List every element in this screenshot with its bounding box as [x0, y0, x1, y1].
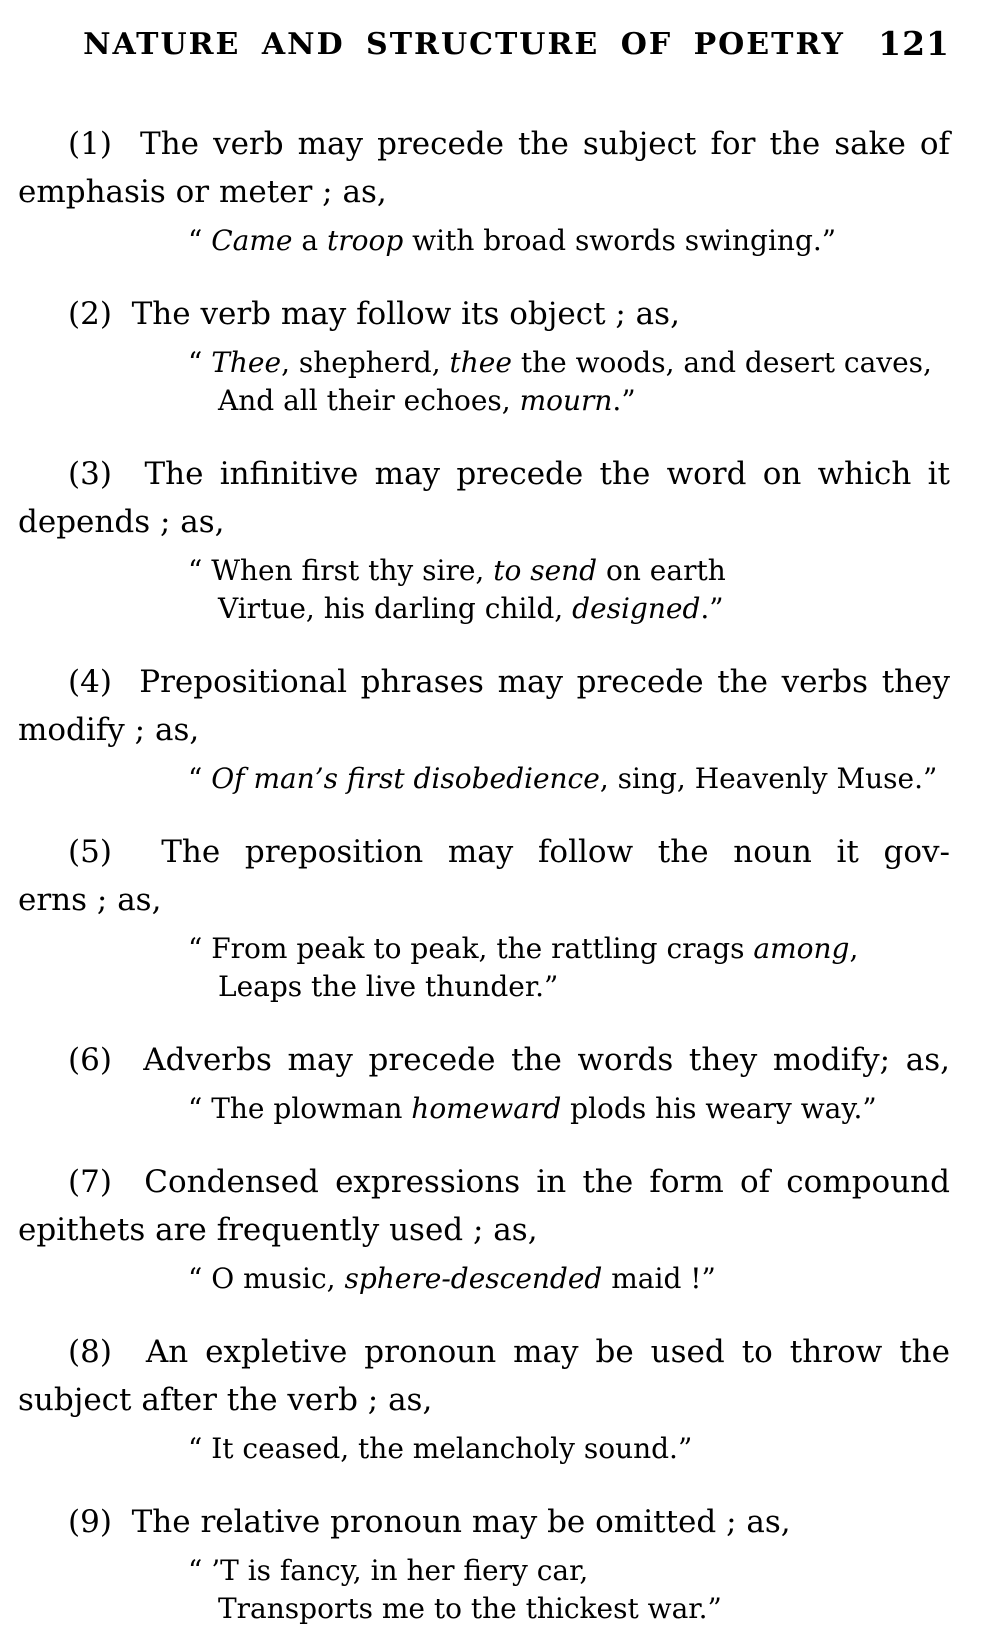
paragraph-line: (2) The verb may follow its object ; as,	[68, 296, 680, 332]
list-item	[18, 290, 950, 420]
quote-line	[18, 1430, 950, 1468]
quote-text: “ The plowman	[188, 1092, 412, 1125]
quote-text: “ It ceased, the melancholy sound.”	[188, 1432, 693, 1465]
quote-line	[18, 760, 950, 798]
list-item	[18, 828, 950, 1006]
list-item	[18, 1498, 950, 1628]
quote-line	[18, 968, 950, 1006]
quote-line	[18, 1090, 950, 1128]
quotation	[18, 930, 950, 1006]
quote-text: And all their echoes,	[218, 384, 520, 417]
list-item	[18, 1328, 950, 1468]
quote-italic-text: troop	[326, 224, 404, 257]
quote-text: .”	[700, 592, 724, 625]
quotation	[18, 344, 950, 420]
quote-italic-text: to send	[493, 554, 598, 587]
quote-italic-text: Of man’s first disobedience	[211, 762, 600, 795]
quote-text: a	[292, 224, 327, 257]
quote-line	[18, 552, 950, 590]
quotation	[18, 1430, 950, 1468]
paragraph-line: (7) Condensed expressions in the form of compound	[68, 1164, 950, 1200]
quote-italic-text: Thee	[211, 346, 282, 379]
paragraph-line: emphasis or meter ; as,	[18, 174, 387, 210]
quote-italic-text: thee	[449, 346, 512, 379]
quote-text: with broad swords swinging.”	[403, 224, 837, 257]
quote-text: Transports me to the thickest war.”	[218, 1592, 722, 1625]
page-title: NATURE AND STRUCTURE OF POETRY	[83, 27, 845, 62]
quote-italic-text: among	[753, 932, 850, 965]
quote-text: “	[188, 224, 212, 257]
paragraph-line: epithets are frequently used ; as,	[18, 1212, 538, 1248]
paragraph-line: (1) The verb may precede the subject for the sake of	[68, 126, 950, 162]
paragraph-line: (9) The relative pronoun may be omitted ; as,	[68, 1504, 791, 1540]
quote-text: maid !”	[602, 1262, 716, 1295]
quote-text: “ From peak to peak, the rattling crags	[188, 932, 754, 965]
quote-text: , shepherd,	[281, 346, 450, 379]
quote-italic-text: sphere-descended	[344, 1262, 603, 1295]
quote-text: on earth	[597, 554, 726, 587]
quote-line	[18, 930, 950, 968]
sections	[18, 120, 950, 1628]
quote-italic-text: mourn	[519, 384, 613, 417]
quote-text: , sing, Heavenly Muse.”	[599, 762, 938, 795]
quotation	[18, 222, 950, 260]
quote-italic-text: Came	[211, 224, 293, 257]
quote-text: .”	[612, 384, 636, 417]
quote-italic-text: homeward	[411, 1092, 562, 1125]
quote-text: “	[188, 762, 212, 795]
paragraph-line: modify ; as,	[18, 712, 200, 748]
quote-line	[18, 1260, 950, 1298]
paragraph-line: depends ; as,	[18, 504, 225, 540]
quote-text: the woods, and desert caves,	[511, 346, 932, 379]
list-item	[18, 1158, 950, 1298]
quote-text: plods his weary way.”	[561, 1092, 877, 1125]
quote-text: Virtue, his darling child,	[218, 592, 573, 625]
page-number: 121	[878, 24, 950, 63]
quote-line	[18, 222, 950, 260]
paragraph-line: (8) An expletive pronoun may be used to throw the	[68, 1334, 950, 1370]
quote-italic-text: designed	[572, 592, 701, 625]
quote-line	[18, 1552, 950, 1590]
quotation	[18, 1552, 950, 1628]
quote-text: Leaps the live thunder.”	[218, 970, 559, 1003]
quote-line	[18, 344, 950, 382]
paragraph-line: erns ; as,	[18, 882, 162, 918]
list-item	[18, 1036, 950, 1128]
paragraph-line: (5) The preposition may follow the noun it gov-	[68, 834, 950, 870]
quotation	[18, 1090, 950, 1128]
quote-line	[18, 590, 950, 628]
quote-text: ,	[849, 932, 859, 965]
list-item	[18, 450, 950, 628]
paragraph-line: (6) Adverbs may precede the words they modify; as,	[68, 1042, 950, 1078]
paragraph-line: (3) The infinitive may precede the word on which it	[68, 456, 950, 492]
quotation	[18, 1260, 950, 1298]
list-item	[18, 658, 950, 798]
paragraph-line: (4) Prepositional phrases may precede the verbs they	[68, 664, 950, 700]
quote-text: “	[188, 346, 212, 379]
quote-text: “ When first thy sire,	[188, 554, 494, 587]
quote-text: “ ’T is fancy, in her fiery car,	[188, 1554, 589, 1587]
quotation	[18, 760, 950, 798]
quote-line	[18, 382, 950, 420]
quotation	[18, 552, 950, 628]
running-head	[18, 24, 950, 66]
paragraph-line: subject after the verb ; as,	[18, 1382, 433, 1418]
quote-line	[18, 1590, 950, 1628]
quote-text: “ O music,	[188, 1262, 345, 1295]
list-item	[18, 120, 950, 260]
